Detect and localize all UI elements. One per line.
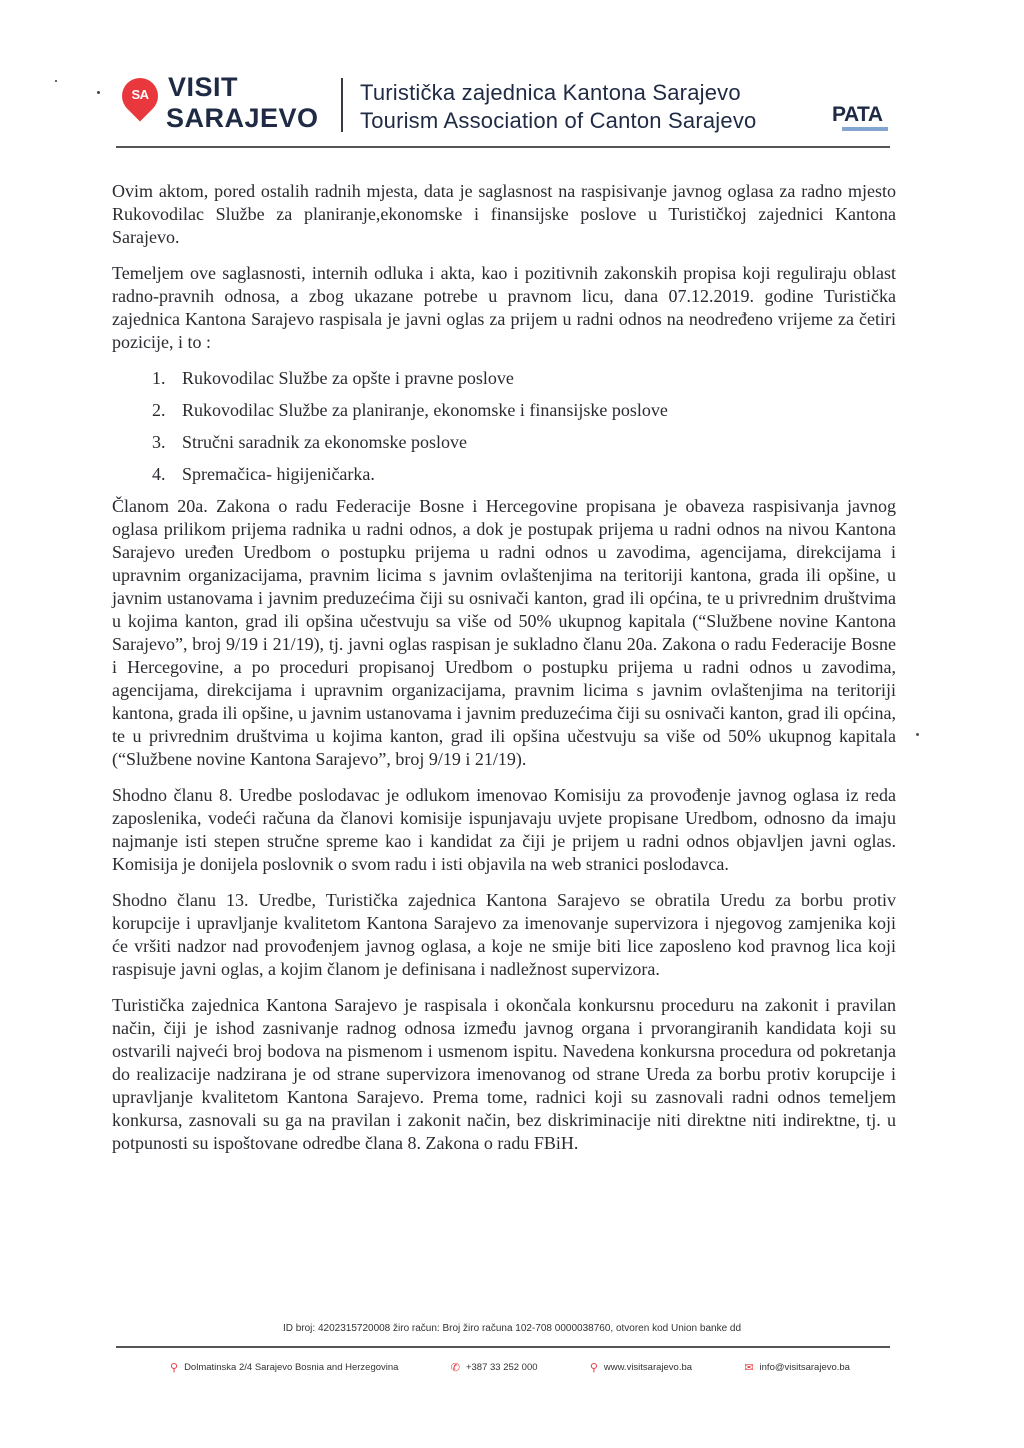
footer-contacts (170, 1357, 850, 1377)
list-item (152, 463, 896, 486)
letterhead (0, 0, 1024, 160)
paragraph-announcement: Temeljem ove saglasnosti, internih odluka i akta, kao i pozitivnih zakonskih propisa koji reguliraju oblast radno-pravnih odnosa, a zbog ukazane potrebe u pravnom licu, dana 07.12.2019. godine Turistička zajednica Kantona Sarajevo raspisala je javni oglas za prijem u radni odnos na neodređeno vrijeme za četiri pozicije, i to : (112, 263, 896, 352)
website-text[interactable]: www.visitsarajevo.ba (603, 1361, 693, 1373)
org-name-english: Tourism Association of Canton Sarajevo (360, 108, 757, 133)
paragraph-commission: Shodno članu 8. Uredbe poslodavac je odlukom imenovao Komisiju za provođenje javnog oglasa iz reda zaposlenika, vodeći računa da članovi komisije ispunjavaju uvjete propisane Uredbom, odnosno da imaju najmanje isti stepen stručne spreme kao i kandidat za čiji je prijem u radni odnos objavljen javni oglas. Komisija je donijela poslovnik o svom radu i isti objavila na web stranici poslodavca. (112, 785, 896, 874)
list-number: 3. (152, 432, 166, 452)
envelope-icon: ✉ (744, 1361, 754, 1374)
scan-speck (55, 80, 57, 82)
pata-member-strip (842, 127, 888, 131)
contact-address (170, 1361, 398, 1374)
paragraph-conclusion: Turistička zajednica Kantona Sarajevo je raspisala i okončala konkursnu proceduru na zakonit i pravilan način, čiji je ishod zasnivanje radnog odnosa između javnog organa i prvorangiranih kandidata koji su ostvarili najveći broj bodova na pismenom i usmenom ispitu. Navedena konkursna procedura od pokretanja do realizacije nadzirana je od strane supervizora imenovanog od strane Ureda za borbu protiv korupcije i upravljanje kvalitetom Kantona Sarajevo. Prema tome, radnici koji su zasnovali radni odnos temeljem konkursa, zasnovali su ga na pravilan i zakonit način, bez diskriminacije niti direktne niti indirektne, tj. u potpunosti su ispoštovane odredbe člana 8. Zakona o radu FBiH. (112, 995, 896, 1153)
header-rule (116, 146, 890, 148)
positions-list (112, 367, 896, 486)
list-item (152, 399, 896, 422)
globe-icon: ⚲ (589, 1361, 598, 1374)
contact-website[interactable] (590, 1361, 692, 1374)
document-body (112, 180, 896, 1168)
footer-registration-line: ID broj: 4202315720008 žiro račun: Broj žiro računa 102-708 0000038760, otvoren kod Union banke dd (282, 1323, 742, 1334)
paragraph-legal-basis: Članom 20a. Zakona o radu Federacije Bosne i Hercegovine propisana je obaveza raspisivanja javnog oglasa prilikom prijema radnika u radni odnos, a dok je postupak prijema u radni odnos na nivou Kantona Sarajevo uređen Uredbom o postupku prijema u radni odnos u zavodima, agencijama, direkcijama i upravnim organizacijama, pravnim licima s javnim ovlaštenjima na teritoriji kantona, grada ili opšine, u javnim ustanovama i javnim preduzećima čiji su osnivači kanton, grad ili općina, te u privrednim društvima u kojima kanton, grad ili opšina učestvuju sa više od 50% ukupnog kapitala (“Službene novine Kantona Sarajevo”, broj 9/19 i 21/19), tj. javni oglas raspisan je sukladno članu 20a. Zakona o radu Federacije Bosne i Hercegovine, a po proceduri propisanoj Uredbom o postupku prijema u radni odnos u zavodima, agencijama, direkcijama i upravnim organizacijama, pravnim licima s javnim ovlaštenjima na teritoriji kantona, grada ili opšine, u javnim ustanovama i javnim preduzećima čiji su osnivači kanton, grad ili općina, te u privrednim društvima u kojima kanton, grad ili opšina učestvuju sa više od 50% ukupnog kapitala (“Službene novine Kantona Sarajevo”, broj 9/19 i 21/19). (112, 496, 896, 769)
brand-line-1: VISIT (168, 72, 239, 102)
list-number: 1. (152, 368, 166, 388)
list-number: 4. (152, 464, 166, 484)
phone-icon: ✆ (450, 1361, 460, 1374)
footer-rule (116, 1346, 890, 1348)
pata-logo: PATA (832, 103, 883, 126)
paragraph-approval: Ovim aktom, pored ostalih radnih mjesta, data je saglasnost na raspisivanje javnog oglasa za radno mjesto Rukovodilac Službe za planiranje,ekonomske i finansijske poslove u Turističkoj zajednici Kantona Sarajevo. (112, 181, 896, 247)
list-text: Rukovodilac Službe za opšte i pravne poslove (182, 368, 514, 388)
email-text[interactable]: info@visitsarajevo.ba (759, 1361, 850, 1373)
list-text: Spremačica- higijeničarka. (182, 464, 375, 484)
contact-phone (451, 1361, 538, 1374)
header-divider (341, 78, 343, 132)
list-item (152, 431, 896, 454)
list-number: 2. (152, 400, 166, 420)
address-text: Dolmatinska 2/4 Sarajevo Bosnia and Herzegovina (184, 1361, 399, 1373)
brand-line-2: SARAJEVO (166, 103, 319, 133)
list-text: Rukovodilac Službe za planiranje, ekonomske i finansijske poslove (182, 400, 668, 420)
list-item (152, 367, 896, 390)
phone-text: +387 33 252 000 (465, 1361, 538, 1373)
scan-speck (916, 733, 919, 736)
location-pin-icon: ⚲ (170, 1361, 179, 1374)
contact-email[interactable] (744, 1361, 850, 1374)
list-text: Stručni saradnik za ekonomske poslove (182, 432, 467, 452)
scan-speck (97, 91, 100, 94)
paragraph-supervisor: Shodno članu 13. Uredbe, Turistička zajednica Kantona Sarajevo se obratila Uredu za borbu protiv korupcije i upravljanje kvalitetom Kantona Sarajevo za imenovanje supervizora i njegovog zamjenika koji će vršiti nadzor nad provođenjem javnog oglasa, a koje ne smije biti lice zaposleno kod pravnog lica koji raspisuje javni oglas, a kojim članom je definisana i nadležnost supervizora. (112, 890, 896, 979)
logo-badge: SA (131, 87, 149, 102)
org-name-bosnian: Turistička zajednica Kantona Sarajevo (360, 80, 741, 105)
